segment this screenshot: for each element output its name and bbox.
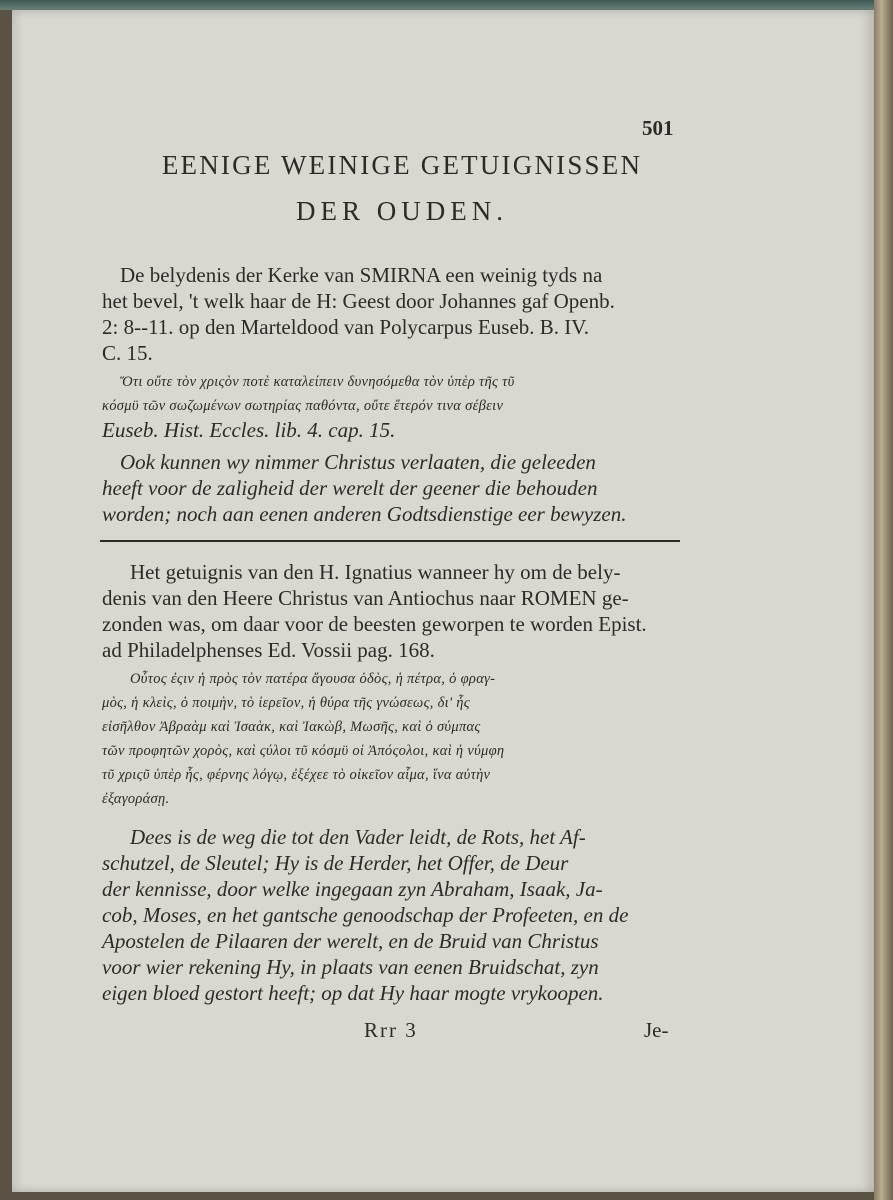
section2-intro-line: denis van den Heere Christus van Antiochus naar ROMEN ge- [102,586,629,610]
section2-intro-line: zonden was, om daar voor de beesten geworpen te worden Epist. [102,612,647,636]
section2-intro-line: ad Philadelphenses Ed. Vossii pag. 168. [102,638,435,662]
section2-translation-line: voor wier rekening Hy, in plaats van eenen Bruidschat, zyn [102,955,599,979]
title-line-2: DER OUDEN. [296,196,508,226]
section2-greek-line: ἐξαγοράσῃ. [102,791,170,807]
catchword: Je- [644,1018,669,1042]
section1-translation-line: Ook kunnen wy nimmer Christus verlaaten, die geleeden [120,450,596,474]
section2-translation-line: Dees is de weg die tot den Vader leidt, de Rots, het Af- [130,825,586,849]
section2-translation-line: schutzel, de Sleutel; Hy is de Herder, het Offer, de Deur [102,851,569,875]
book-right-edge [874,0,893,1200]
book-top-edge [0,0,893,10]
signature-mark: Rrr 3 [364,1018,418,1042]
section2-translation-line: eigen bloed gestort heeft; op dat Hy haar mogte vrykoopen. [102,981,604,1005]
section2-greek-line: τῦ χριςῦ ὑπὲρ ἧς, φέρνης λόγῳ, ἐξέχεε τὸ οἰκεῖον αἷμα, ἵνα αὐτὴν [102,767,491,783]
page-number: 501 [642,116,674,140]
section1-intro-line: 2: 8--11. op den Marteldood van Polycarpus Euseb. B. IV. [102,315,590,339]
book-page [12,10,874,1192]
section2-intro-line: Het getuignis van den H. Ignatius wanneer hy om de bely- [130,560,621,584]
section1-intro-line: C. 15. [102,341,153,365]
section2-translation-line: der kennisse, door welke ingegaan zyn Abraham, Isaak, Ja- [102,877,603,901]
title-line-1: EENIGE WEINIGE GETUIGNISSEN [161,150,643,180]
section1-greek-line: κόσμϋ τῶν σωζωμένων σωτηρίας παθόντα, οὔτε ἕτερόν τινα σέβειν [102,398,504,414]
section2-greek-line: εἰσῆλθον Ἀβραὰμ καὶ Ἰσαὰκ, καὶ Ἰακὼβ, Μωσῆς, καὶ ὁ σύμπας [102,719,481,735]
section-divider [100,540,680,542]
section1-translation-line: heeft voor de zaligheid der werelt der geener die behouden [102,476,598,500]
section1-translation-line: worden; noch aan eenen anderen Godtsdienstige eer bewyzen. [102,502,627,526]
section1-intro-line: De belydenis der Kerke van SMIRNA een weinig tyds na [120,263,603,287]
section2-greek-line: τῶν προφητῶν χορὸς, καὶ ςύλοι τῦ κόσμϋ οἱ Ἀπόςολοι, καὶ ἡ νύμφη [102,743,505,759]
page-content [12,10,874,1192]
section1-source: Euseb. Hist. Eccles. lib. 4. cap. 15. [102,418,396,442]
section1-intro-line: het bevel, 't welk haar de H: Geest door Johannes gaf Openb. [102,289,615,313]
section2-translation-line: cob, Moses, en het gantsche genoodschap der Profeeten, en de [102,903,629,927]
section1-greek-line: Ὅτι οὔτε τὸν χριςὸν ποτὲ καταλείπειν δυνησόμεθα τὸν ὑπὲρ τῆς τῦ [120,374,515,390]
section2-translation-line: Apostelen de Pilaaren der werelt, en de Bruid van Christus [102,929,599,953]
section2-greek-line: Οὗτος ἐςιν ἡ πρὸς τὸν πατέρα ἄγουσα ὁδὸς, ἡ πέτρα, ὁ φραγ- [130,671,496,687]
section2-greek-line: μὸς, ἡ κλεὶς, ὁ ποιμὴν, τὸ ἱερεῖον, ἡ θύρα τῆς γνώσεως, δι' ἧς [102,695,470,711]
